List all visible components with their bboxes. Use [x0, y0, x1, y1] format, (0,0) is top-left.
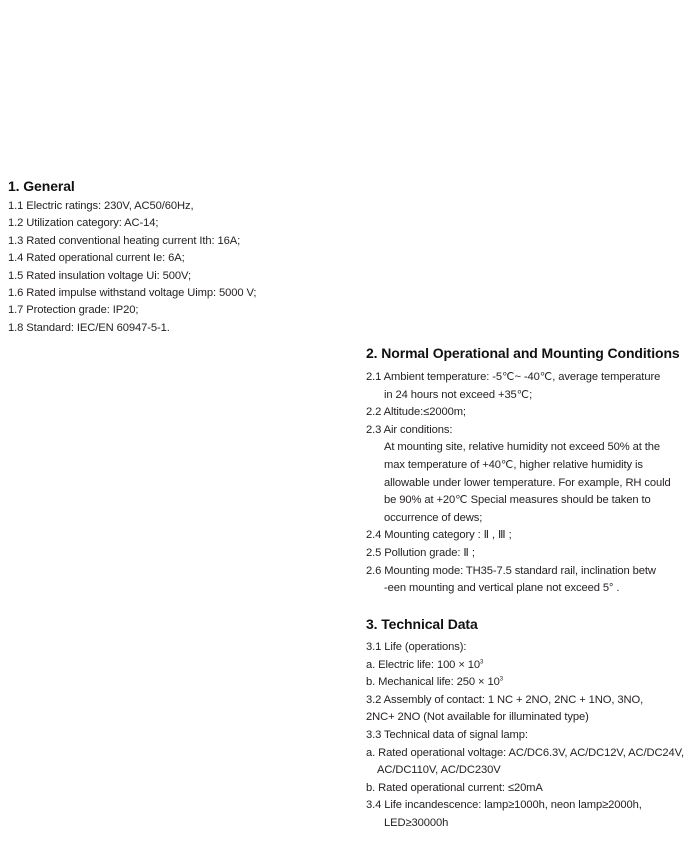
- electric-life-exponent: 3: [480, 658, 484, 665]
- spec-item-2-4: 2.4 Mounting category : Ⅱ , Ⅲ ;: [366, 529, 512, 542]
- spec-item-1-3: 1.3 Rated conventional heating current Ith: 16A;: [8, 234, 241, 247]
- spec-item-2-6-line2: -een mounting and vertical plane not exceed 5° .: [384, 582, 620, 595]
- mechanical-life-text: b. Mechanical life: 250 × 10: [366, 676, 500, 689]
- section-title-normal-conditions: 2. Normal Operational and Mounting Conditions: [366, 345, 680, 361]
- section-title-technical-data: 3. Technical Data: [366, 616, 478, 632]
- spec-item-3-3-voltage-line2: AC/DC110V, AC/DC230V: [377, 764, 501, 777]
- spec-item-2-2: 2.2 Altitude:≤2000m;: [366, 406, 466, 419]
- mechanical-life-exponent: 3: [499, 676, 503, 683]
- spec-item-2-3: [366, 422, 688, 528]
- spec-item-3-4-line2: LED≥30000h: [384, 816, 449, 829]
- spec-item-3-3-current: b. Rated operational current: ≤20mA: [366, 781, 543, 794]
- spec-item-2-3-label: 2.3 Air conditions:: [366, 423, 453, 436]
- spec-item-3-1-label: 3.1 Life (operations):: [366, 641, 467, 653]
- spec-item-2-3-line2: max temperature of +40℃, higher relative humidity is: [384, 458, 643, 471]
- spec-item-1-8: 1.8 Standard: IEC/EN 60947-5-1.: [8, 321, 170, 334]
- spec-item-1-2: 1.2 Utilization category: AC-14;: [8, 217, 159, 230]
- spec-item-2-3-line5: occurrence of dews;: [384, 511, 483, 524]
- spec-item-3-2-line2: 2NC+ 2NO (Not available for illuminated type): [366, 711, 589, 724]
- spec-item-3-2-line1: 3.2 Assembly of contact: 1 NC + 2NO, 2NC + 1NO, 3NO,: [366, 693, 644, 706]
- spec-item-3-3: [366, 727, 688, 797]
- spec-item-3-4: [366, 797, 688, 832]
- spec-item-2-6: [366, 563, 688, 598]
- spec-item-3-2: [366, 692, 688, 727]
- spec-item-3-3-voltage-line1: a. Rated operational voltage: AC/DC6.3V, AC/DC12V, AC/DC24V,: [366, 746, 685, 759]
- spec-item-3-4-line1: 3.4 Life incandescence: lamp≥1000h, neon lamp≥2000h,: [366, 799, 642, 812]
- spec-item-1-1: 1.1 Electric ratings: 230V, AC50/60Hz,: [8, 200, 194, 212]
- spec-item-3-3-label: 3.3 Technical data of signal lamp:: [366, 728, 528, 741]
- spec-item-3-1-electric-life: [366, 657, 688, 675]
- spec-item-2-3-line4: be 90% at +20℃ Special measures should be taken to: [384, 494, 651, 507]
- spec-item-2-3-line1: At mounting site, relative humidity not exceed 50% at the: [384, 441, 661, 454]
- spec-item-1-6: 1.6 Rated impulse withstand voltage Uimp: 5000 V;: [8, 287, 257, 300]
- spec-item-2-6-line1: 2.6 Mounting mode: TH35-7.5 standard rail, inclination betw: [366, 564, 656, 577]
- section-general: [8, 178, 348, 337]
- spec-item-1-7: 1.7 Protection grade: IP20;: [8, 304, 139, 317]
- spec-item-2-1-line1: 2.1 Ambient temperature: -5℃~ -40℃, average temperature: [366, 371, 661, 383]
- section-normal-conditions: [366, 345, 688, 598]
- spec-item-1-5: 1.5 Rated insulation voltage Ui: 500V;: [8, 269, 191, 282]
- spec-item-2-3-line3: allowable under lower temperature. For example, RH could: [384, 476, 671, 489]
- spec-item-3-1-mechanical-life: [366, 674, 688, 692]
- spec-item-2-1: [366, 369, 688, 404]
- spec-item-2-1-line2: in 24 hours not exceed +35℃;: [384, 388, 533, 401]
- electric-life-text: a. Electric life: 100 × 10: [366, 658, 481, 671]
- section-title-general: 1. General: [8, 178, 75, 194]
- spec-item-1-4: 1.4 Rated operational current Ie: 6A;: [8, 252, 185, 265]
- spec-item-2-5: 2.5 Pollution grade: Ⅱ ;: [366, 546, 475, 559]
- section-technical-data: [366, 616, 688, 833]
